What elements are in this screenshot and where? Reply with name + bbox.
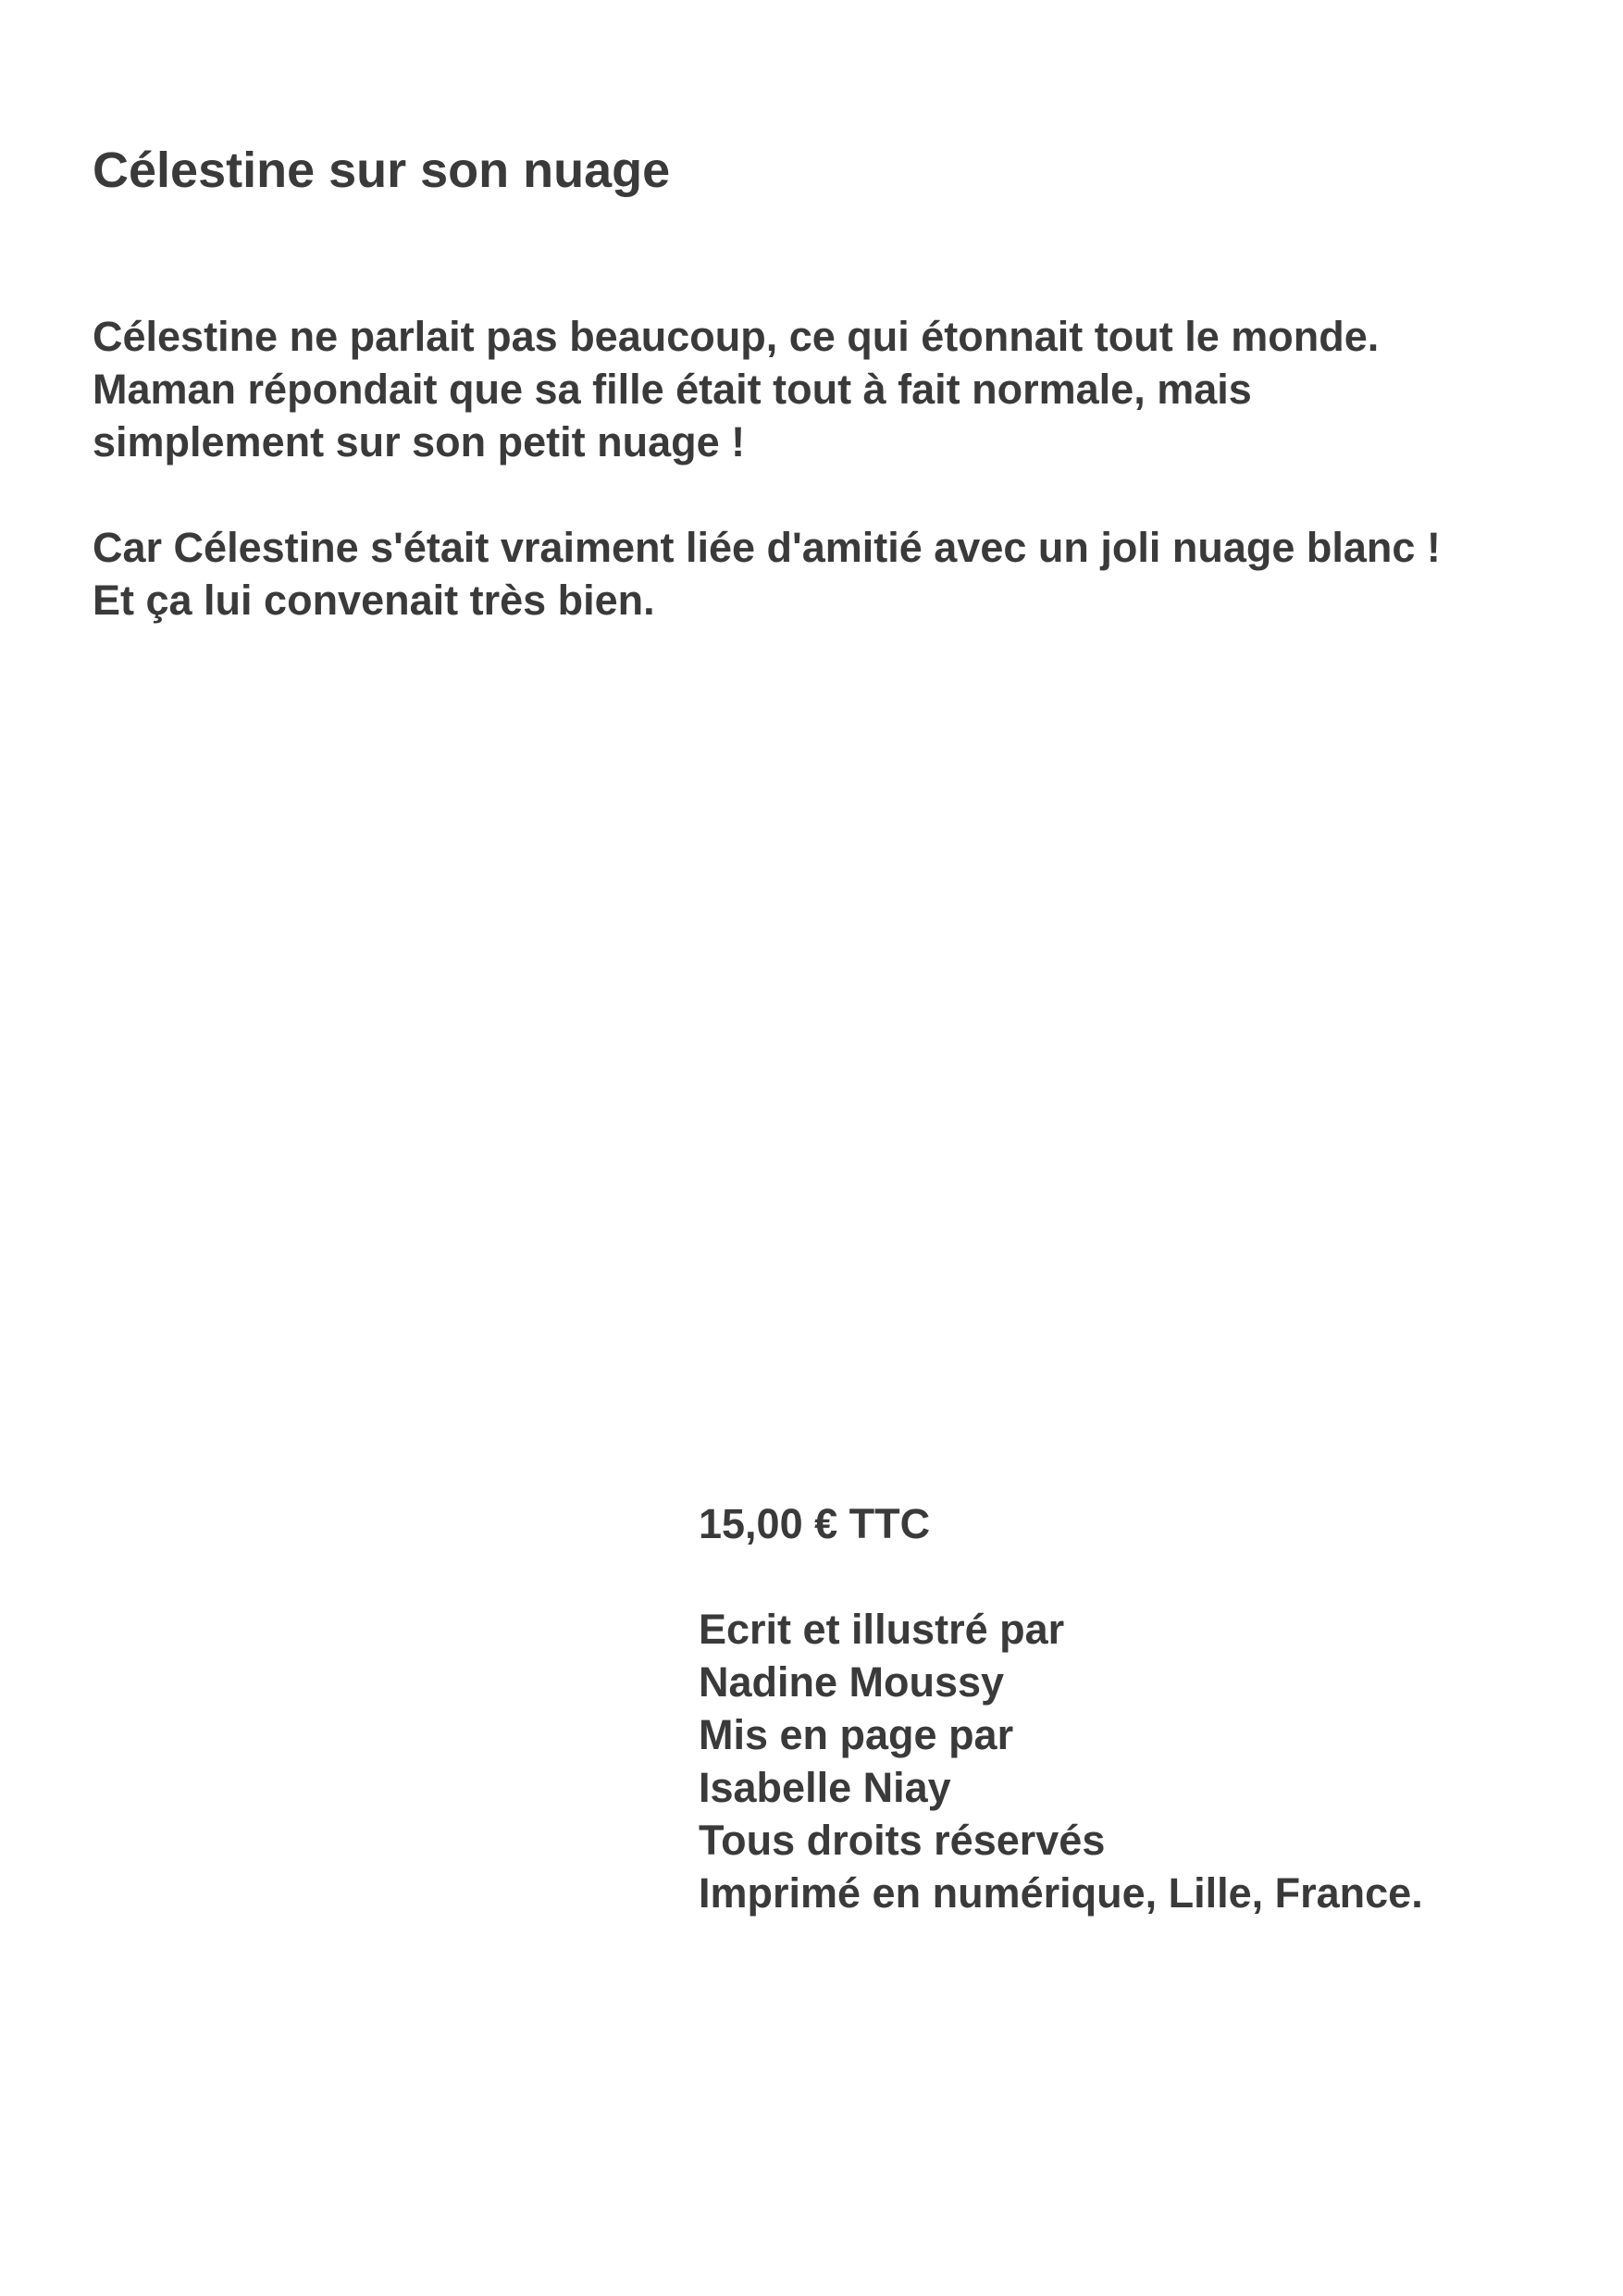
colophon-line-layout-artist: Isabelle Niay	[699, 1764, 951, 1811]
paragraph-2: Car Célestine s'était vraiment liée d'amitié avec un joli nuage blanc ! Et ça lui convenait très bien.	[93, 524, 1441, 624]
colophon-line-rights: Tous droits réservés	[699, 1817, 1106, 1864]
colophon-line-written-by: Ecrit et illustré par	[699, 1606, 1065, 1653]
page-title: Célestine sur son nuage	[93, 143, 671, 198]
paragraph-1: Célestine ne parlait pas beaucoup, ce qui étonnait tout le monde. Maman répondait que sa fille était tout à fait normale, mais simplement sur son petit nuage !	[93, 313, 1380, 465]
colophon	[699, 1497, 1531, 1919]
price: 15,00 € TTC	[699, 1500, 931, 1547]
colophon-line-layout-by: Mis en page par	[699, 1711, 1014, 1758]
colophon-line-author: Nadine Moussy	[699, 1658, 1005, 1706]
colophon-line-printing: Imprimé en numérique, Lille, France.	[699, 1869, 1423, 1917]
